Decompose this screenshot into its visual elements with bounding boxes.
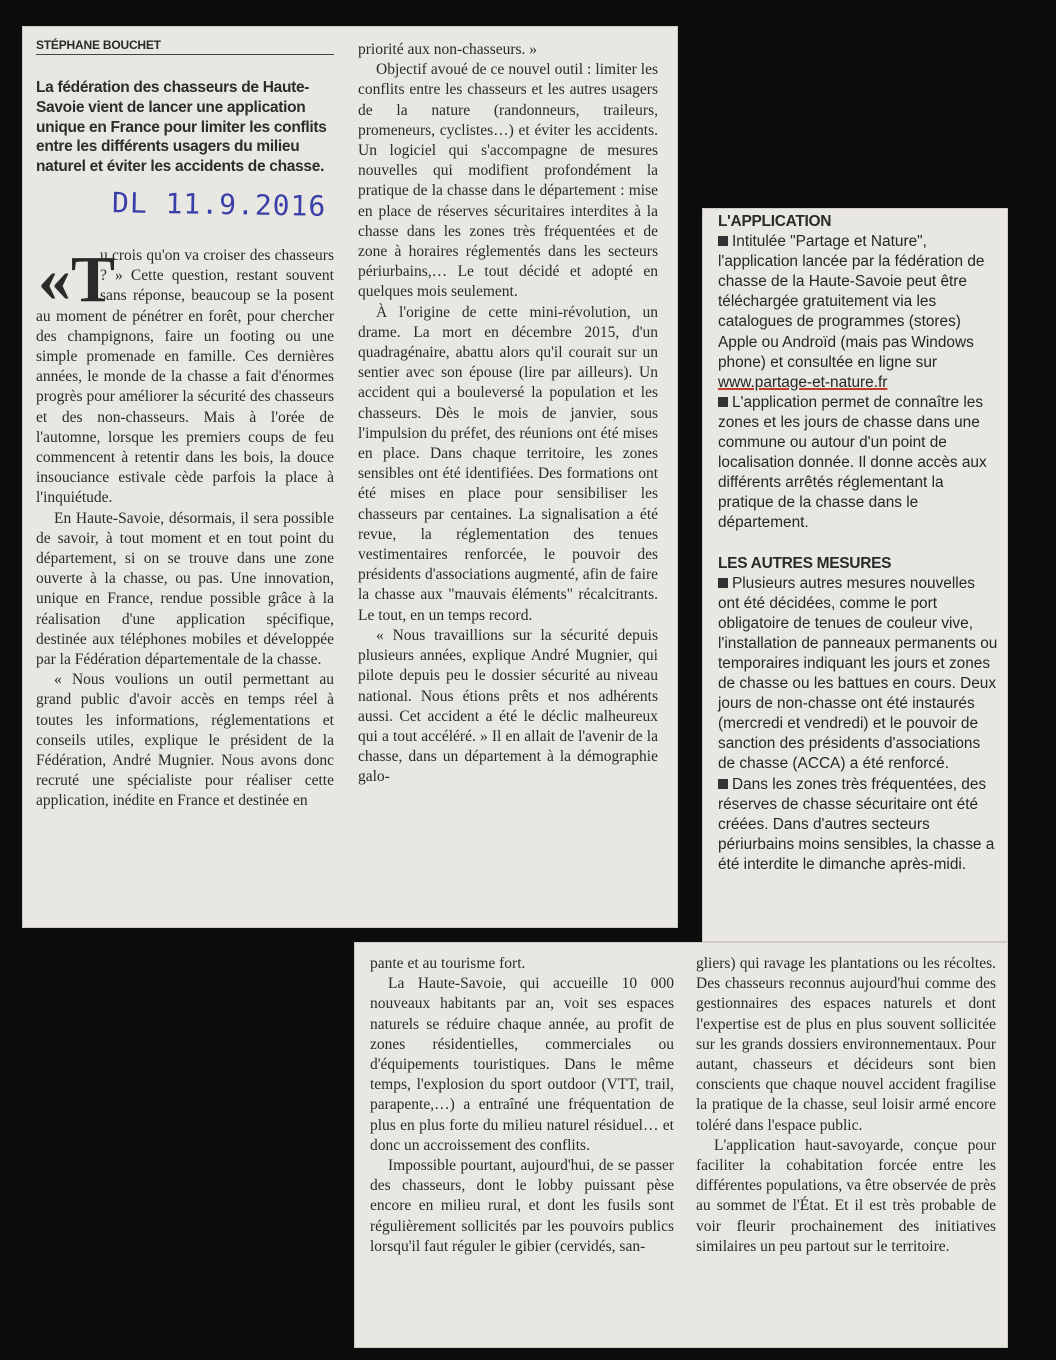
col2-paragraph-2: À l'origine de cette mini-révolution, un drame. La mort en décembre 2015, d'un quadragénaire, abattu alors qu'il courait sur un sentier avec son épouse (lire par ailleurs). Un accident qui a bouleversé la population et les chasseurs. Dès le mois de janvier, sous l'impulsion du préfet, des réunions ont été mises en place. Dans chaque territoire, les zones sensibles ont été identifiées. Des formations ont été mises en place pour sensibiliser les chasseurs par centaines. La signalisation a été revue, la réglementation des tenues vestimentaires renforcée, le pouvoir des présidents d'associations augmenté, afin de faire la chasse aux "mauvais éléments" récalcitrants. Le tout, en un temps record. [358, 303, 658, 624]
cont1-paragraph-2: Impossible pourtant, aujourd'hui, de se passer des chasseurs, dont le lobby puissant pèse encore en milieu rural, et dont les fusils sont régulièrement sollicités par les pouvoirs publics lorsqu'il faut réguler le gibier (cervidés, san- [370, 1157, 674, 1255]
handwritten-date-note: DL 11.9.2016 [111, 186, 327, 223]
col1-paragraph-2: En Haute-Savoie, désormais, il sera possible de savoir, à tout moment et en tout point du département, si on se trouve dans une zone ouverte à la chasse, ou pas. Une innovation, unique en France, rendue possible grâce à la réalisation d'une application spécifique, destinée aux téléphones mobiles et développée par la Fédération départementale de la chasse. [36, 509, 334, 669]
continuation-column-2 [696, 954, 996, 1257]
drop-cap: «T [38, 243, 116, 316]
col2-paragraph-1: Objectif avoué de ce nouvel outil : limiter les conflits entre les chasseurs et les autres usagers de la nature (randonneurs, traileurs, promeneurs, cyclistes…) et éviter les accidents. Un logiciel qui s'accompagne de mesures nouvelles qui modifient profondément la pratique de la chasse dans le département : mise en place de réserves sécuritaires interdites à la chasse dans les zones très fréquentées et de zone à horaires réglementés dans les secteurs périurbains,… Le tout décidé et adopté en quelques mois seulement. [358, 61, 658, 301]
col2-paragraph-0: priorité aux non-chasseurs. » [358, 41, 538, 58]
box-bullet-3: Plusieurs autres mesures nouvelles ont été décidées, comme le port obligatoire de tenues de couleur vive, l'installation de panneaux permanents ou temporaires indiquant les jours et zones de chasse ou les battues en cours. Deux jours de non-chasse ont été instaurés (mercredi et vendredi) et le pouvoir de sanction des présidents d'associations de chasse (ACCA) a été renforcé. [718, 574, 998, 773]
lead-paragraph: La fédération des chasseurs de Haute-Savoie vient de lancer une application unique en France pour limiter les conflits entre les différents usagers du milieu naturel et éviter les accidents de chasse. [36, 79, 327, 176]
continuation-column-1 [370, 954, 674, 1257]
info-box [718, 212, 998, 875]
cont2-paragraph-1: L'application haut-savoyarde, conçue pour faciliter la cohabitation forcée entre les différentes populations, va être observée de près au sommet de l'État. Et il est très probable de voir fleurir prochainement des initiatives similaires un peu partout sur le territoire. [696, 1136, 996, 1255]
bullet-square-icon [718, 397, 728, 407]
col2-paragraph-3: « Nous travaillions sur la sécurité depuis plusieurs années, explique André Mugnier, qui pilote depuis peu le dossier sécurité au niveau national. Nous étions prêts et nos adhérents aussi. Cet accident a été le déclic malheureux qui a tout accéléré. » Il en allait de l'avenir de la chasse, dans un département à la démographie galo- [358, 626, 658, 786]
box-heading-application: L'APPLICATION [718, 213, 832, 230]
bullet-square-icon [718, 236, 728, 246]
cont1-paragraph-1: La Haute-Savoie, qui accueille 10 000 nouveaux habitants par an, voit ses espaces naturels se réduire chaque année, au profit de zones résidentielles, commerciales ou d'équipements touristiques. Dans le même temps, l'explosion du sport outdoor (VTT, trail, parapente,…) a entraîné une fréquentation de plus en plus forte du milieu naturel résiduel… et donc un accroissement des conflits. [370, 975, 674, 1154]
article-column-2 [358, 40, 658, 788]
article-column-1 [36, 243, 334, 812]
byline: STÉPHANE BOUCHET [36, 38, 334, 55]
col1-paragraph-3: « Nous voulions un outil permettant au grand public d'avoir accès en temps réel à toutes les informations, réglementations et conseils utiles, explique le président de la Fédération, André Mugnier. Nous avons donc recruté une spécialiste pour réaliser cette application, inédite en France et destinée en [36, 671, 334, 810]
box-bullet-4: Dans les zones très fréquentées, des réserves de chasse sécuritaire ont été créées. Dans d'autres secteurs périurbains moins sensibles, la chasse a été interdite le dimanche après-midi. [718, 775, 995, 873]
website-link[interactable]: www.partage-et-nature.fr [718, 373, 888, 391]
box-bullet-2: L'application permet de connaître les zones et les jours de chasse dans une commune ou autour d'un point de localisation donnée. Il donne accès aux différents arrêtés réglementant la pratique de la chasse dans le département. [718, 393, 987, 532]
col1-paragraph-1: u crois qu'on va croiser des chasseurs ? » Cette question, restant souvent sans réponse, beaucoup se la posent au moment de pénétrer en forêt, pour chercher des champignons, faire un footing ou une simple promenade en famille. Ces dernières années, le monde de la chasse a fait d'énormes progrès pour améliorer la sécurité des chasseurs et des non-chasseurs. Mais à l'orée de l'automne, lorsque les premiers coups de feu commencent à retentir dans les bois, la douce insouciance estivale cède parfois la place à l'inquiétude. [36, 247, 334, 507]
box-bullet-1: Intitulée "Partage et Nature", l'application lancée par la fédération de chasse de la Haute-Savoie peut être téléchargée gratuitement via les catalogues de programmes (stores) Apple ou Androïd (mais pas Windows phone) et consultée en ligne sur www.partage-et-nature.fr [718, 233, 985, 391]
bullet-square-icon [718, 779, 728, 789]
bullet-square-icon [718, 578, 728, 588]
box-heading-other-measures: LES AUTRES MESURES [718, 554, 892, 572]
cont2-paragraph-0: gliers) qui ravage les plantations ou les récoltes. Des chasseurs reconnus aujourd'hui comme des gestionnaires des espaces naturels et dont l'expertise est de plus en plus souvent sollicitée sur les grands dossiers environnementaux. Pour autant, chasseurs et décideurs sont bien conscients que chaque nouvel accident fragilise la pratique de la chasse, seul loisir armé encore toléré dans l'espace public. [696, 955, 996, 1134]
cont1-paragraph-0: pante et au tourisme fort. [370, 955, 526, 972]
